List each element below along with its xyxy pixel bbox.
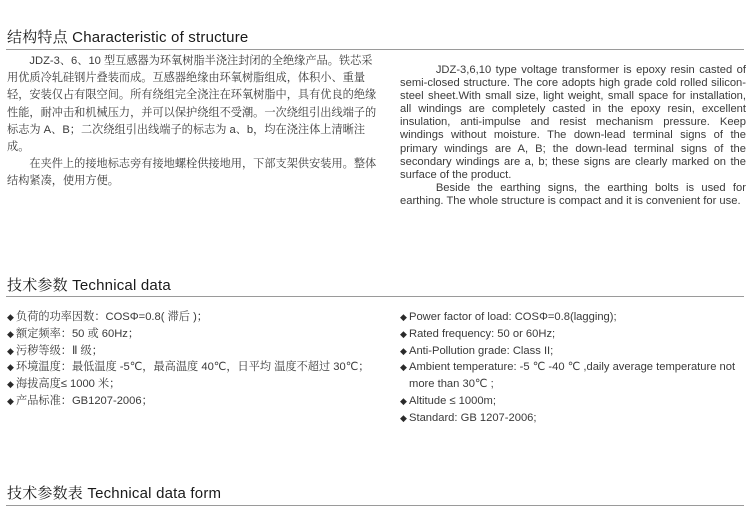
list-item: ◆ Power factor of load: COSΦ=0.8(lagging); bbox=[400, 309, 746, 326]
list-item: ◆ Standard: GB 1207-2006; bbox=[400, 410, 746, 427]
structure-en-paragraph-1: JDZ-3,6,10 type voltage transformer is epoxy resin casted of semi-closed structure. The core adopts high grade cold rolled silicon-steel sheet.With small size, light weight, small space for installation, all windings are completely casted in the epoxy resin, excellent insulation, anti-impulse and resist mechanism pressure. Keep windings without moisture. The down-lead terminal signs of the primary windings are A, B; the down-lead terminal signs of the secondary windings are a, b; these signs are clearly marked on the surface of the product. bbox=[400, 64, 746, 181]
technical-title-divider bbox=[6, 296, 744, 297]
diamond-bullet-icon: ◆ bbox=[7, 362, 14, 373]
list-item: ◆ 污秽等级：Ⅱ 级； bbox=[7, 343, 372, 360]
diamond-bullet-icon: ◆ bbox=[400, 362, 407, 373]
list-item: ◆ Rated frequency: 50 or 60Hz; bbox=[400, 326, 746, 343]
diamond-bullet-icon: ◆ bbox=[7, 328, 14, 339]
list-item: ◆ 环境温度：最低温度 -5℃，最高温度 40℃，日平均 温度不超过 30℃； bbox=[7, 359, 372, 376]
form-section-title: 技术参数表 Technical data form bbox=[7, 485, 222, 502]
list-item: ◆ 额定频率：50 或 60Hz； bbox=[7, 326, 372, 343]
diamond-bullet-icon: ◆ bbox=[400, 345, 407, 356]
technical-english-list bbox=[400, 309, 746, 427]
diamond-bullet-icon: ◆ bbox=[7, 345, 14, 356]
list-item: ◆ 产品标准：GB1207-2006； bbox=[7, 393, 372, 410]
list-item: ◆ Altitude ≤ 1000m; bbox=[400, 393, 746, 410]
structure-en-paragraph-2: Beside the earthing signs, the earthing bolts is used for earthing. The whole structure is compact and it is convenient for use. bbox=[400, 181, 746, 207]
diamond-bullet-icon: ◆ bbox=[7, 379, 14, 390]
diamond-bullet-icon: ◆ bbox=[7, 395, 14, 406]
diamond-bullet-icon: ◆ bbox=[400, 312, 407, 322]
form-title-divider bbox=[6, 505, 744, 506]
structure-title-divider bbox=[6, 49, 744, 50]
list-item: ◆ 海拔高度≤ 1000 米； bbox=[7, 376, 372, 393]
structure-cn-paragraph-2: 在夹件上的接地标志旁有接地螺栓供接地用，下部支架供安装用。整体结构紧凑，使用方便。 bbox=[7, 158, 377, 188]
technical-chinese-list bbox=[7, 309, 372, 410]
structure-section-title: 结构特点 Characteristic of structure bbox=[7, 29, 249, 46]
structure-english-text bbox=[400, 64, 746, 208]
technical-section-title: 技术参数 Technical data bbox=[7, 277, 171, 294]
list-item: ◆ Ambient temperature: -5 ℃ -40 ℃ ,daily average temperature not more than 30℃ ; bbox=[400, 361, 736, 391]
structure-cn-paragraph-1: JDZ-3、6、10 型互感器为环氧树脂半浇注封闭的全绝缘产品。铁芯采用优质冷轧硅钢片叠装而成。互感器绝缘由环氧树脂组成，体积小、重量轻，安装仅占有限空间。所有绕组完全浇注在环氧树脂中，具有优良的绝缘性能，耐冲击和机械压力，并可以保护绕组不受潮。一次绕组引出线端子的标志为 A、B；二次绕组引出线端子的标志为 a、b，均在浇注体上清晰注成。 bbox=[7, 55, 377, 154]
diamond-bullet-icon: ◆ bbox=[400, 328, 407, 339]
structure-chinese-text bbox=[7, 53, 379, 191]
list-item: ◆ 负荷的功率因数：COSΦ=0.8( 滞后 )； bbox=[7, 309, 372, 326]
diamond-bullet-icon: ◆ bbox=[400, 395, 407, 406]
list-item: ◆ Anti-Pollution grade: Class II; bbox=[400, 343, 746, 360]
diamond-bullet-icon: ◆ bbox=[400, 412, 407, 423]
diamond-bullet-icon: ◆ bbox=[7, 312, 14, 322]
